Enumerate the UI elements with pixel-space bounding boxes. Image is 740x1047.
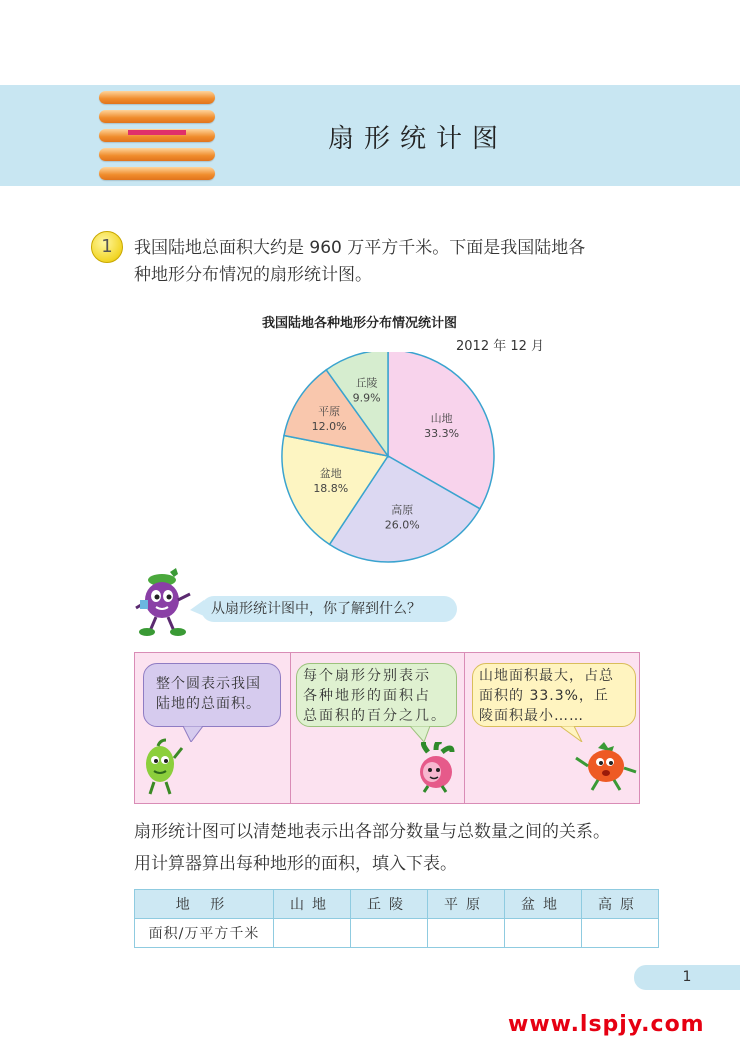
slice-name-label: 平原 bbox=[318, 405, 341, 419]
table-header-cell: 丘陵 bbox=[351, 890, 428, 919]
bubble-line: 山地面积最大，占总 bbox=[479, 668, 614, 684]
problem-text-line: 我国陆地总面积大约是 960 万平方千米。下面是我国陆地各 bbox=[134, 238, 586, 258]
table-header-cell: 盆地 bbox=[505, 890, 582, 919]
slice-name-label: 丘陵 bbox=[355, 376, 378, 390]
chart-title: 我国陆地各种地形分布情况统计图 bbox=[262, 316, 458, 331]
instruction-text-line: 用计算器算出每种地形的面积，填入下表。 bbox=[134, 854, 457, 874]
bubble-line: 每个扇形分别表示 bbox=[303, 668, 431, 684]
answer-cell[interactable] bbox=[274, 919, 351, 948]
table-row bbox=[135, 919, 659, 948]
bubble-line: 总面积的百分之几。 bbox=[303, 708, 447, 724]
bubble-tail bbox=[410, 726, 430, 742]
terrain-area-table bbox=[134, 889, 659, 948]
chart-date: 2012 年 12 月 bbox=[456, 339, 545, 354]
table-header-cell: 山地 bbox=[274, 890, 351, 919]
bubble-line: 面积的 33.3%，丘 bbox=[479, 688, 609, 704]
table-header-row bbox=[135, 890, 659, 919]
speech-bubble-whole-circle bbox=[143, 663, 281, 727]
table-row-label: 面积/万平方千米 bbox=[135, 919, 274, 948]
watermark: www.lspjy.com bbox=[508, 1012, 705, 1037]
slice-name-label: 盆地 bbox=[319, 466, 342, 480]
slice-name-label: 高原 bbox=[391, 503, 414, 517]
radish-mascot-icon bbox=[410, 742, 462, 794]
slice-percent-label: 18.8% bbox=[313, 481, 349, 495]
header-stripe bbox=[99, 148, 215, 161]
summary-text-line: 扇形统计图可以清楚地表示出各部分数量与总数量之间的关系。 bbox=[134, 822, 610, 842]
page-number: 1 bbox=[634, 965, 740, 990]
chapter-mark bbox=[128, 130, 186, 135]
answer-cell[interactable] bbox=[351, 919, 428, 948]
pepper-mascot-icon bbox=[136, 738, 186, 798]
slice-percent-label: 9.9% bbox=[352, 391, 381, 405]
table-header-cell: 高原 bbox=[582, 890, 659, 919]
answer-cell[interactable] bbox=[582, 919, 659, 948]
problem-number-badge: 1 bbox=[91, 231, 123, 263]
bubble-line: 陆地的总面积。 bbox=[156, 696, 261, 712]
speech-bubble-sector-meaning bbox=[296, 663, 457, 727]
bubble-line: 陵面积最小…… bbox=[479, 708, 584, 724]
header-stripe bbox=[99, 167, 215, 180]
bubble-line: 整个圆表示我国 bbox=[156, 676, 261, 692]
table-header-cell: 地 形 bbox=[135, 890, 274, 919]
bubble-tail bbox=[183, 726, 203, 742]
slice-percent-label: 12.0% bbox=[311, 420, 347, 434]
table-header-cell: 平原 bbox=[428, 890, 505, 919]
pie-chart bbox=[278, 352, 498, 572]
header-stripe bbox=[99, 91, 215, 104]
slice-percent-label: 33.3% bbox=[424, 426, 460, 440]
page-title: 扇形统计图 bbox=[328, 124, 509, 154]
slice-percent-label: 26.0% bbox=[384, 518, 420, 532]
slice-name-label: 山地 bbox=[430, 411, 453, 425]
bubble-line: 各种地形的面积占 bbox=[303, 688, 431, 704]
tomato-mascot-icon bbox=[572, 742, 640, 792]
bubble-tail bbox=[560, 726, 584, 742]
panel-divider bbox=[290, 653, 291, 803]
header-stripe bbox=[99, 110, 215, 123]
problem-text-line: 种地形分布情况的扇形统计图。 bbox=[134, 265, 372, 285]
answer-cell[interactable] bbox=[428, 919, 505, 948]
question-speech-bubble: 从扇形统计图中，你了解到什么？ bbox=[201, 596, 457, 622]
speech-bubble-largest-area bbox=[472, 663, 636, 727]
panel-divider bbox=[464, 653, 465, 803]
answer-cell[interactable] bbox=[505, 919, 582, 948]
